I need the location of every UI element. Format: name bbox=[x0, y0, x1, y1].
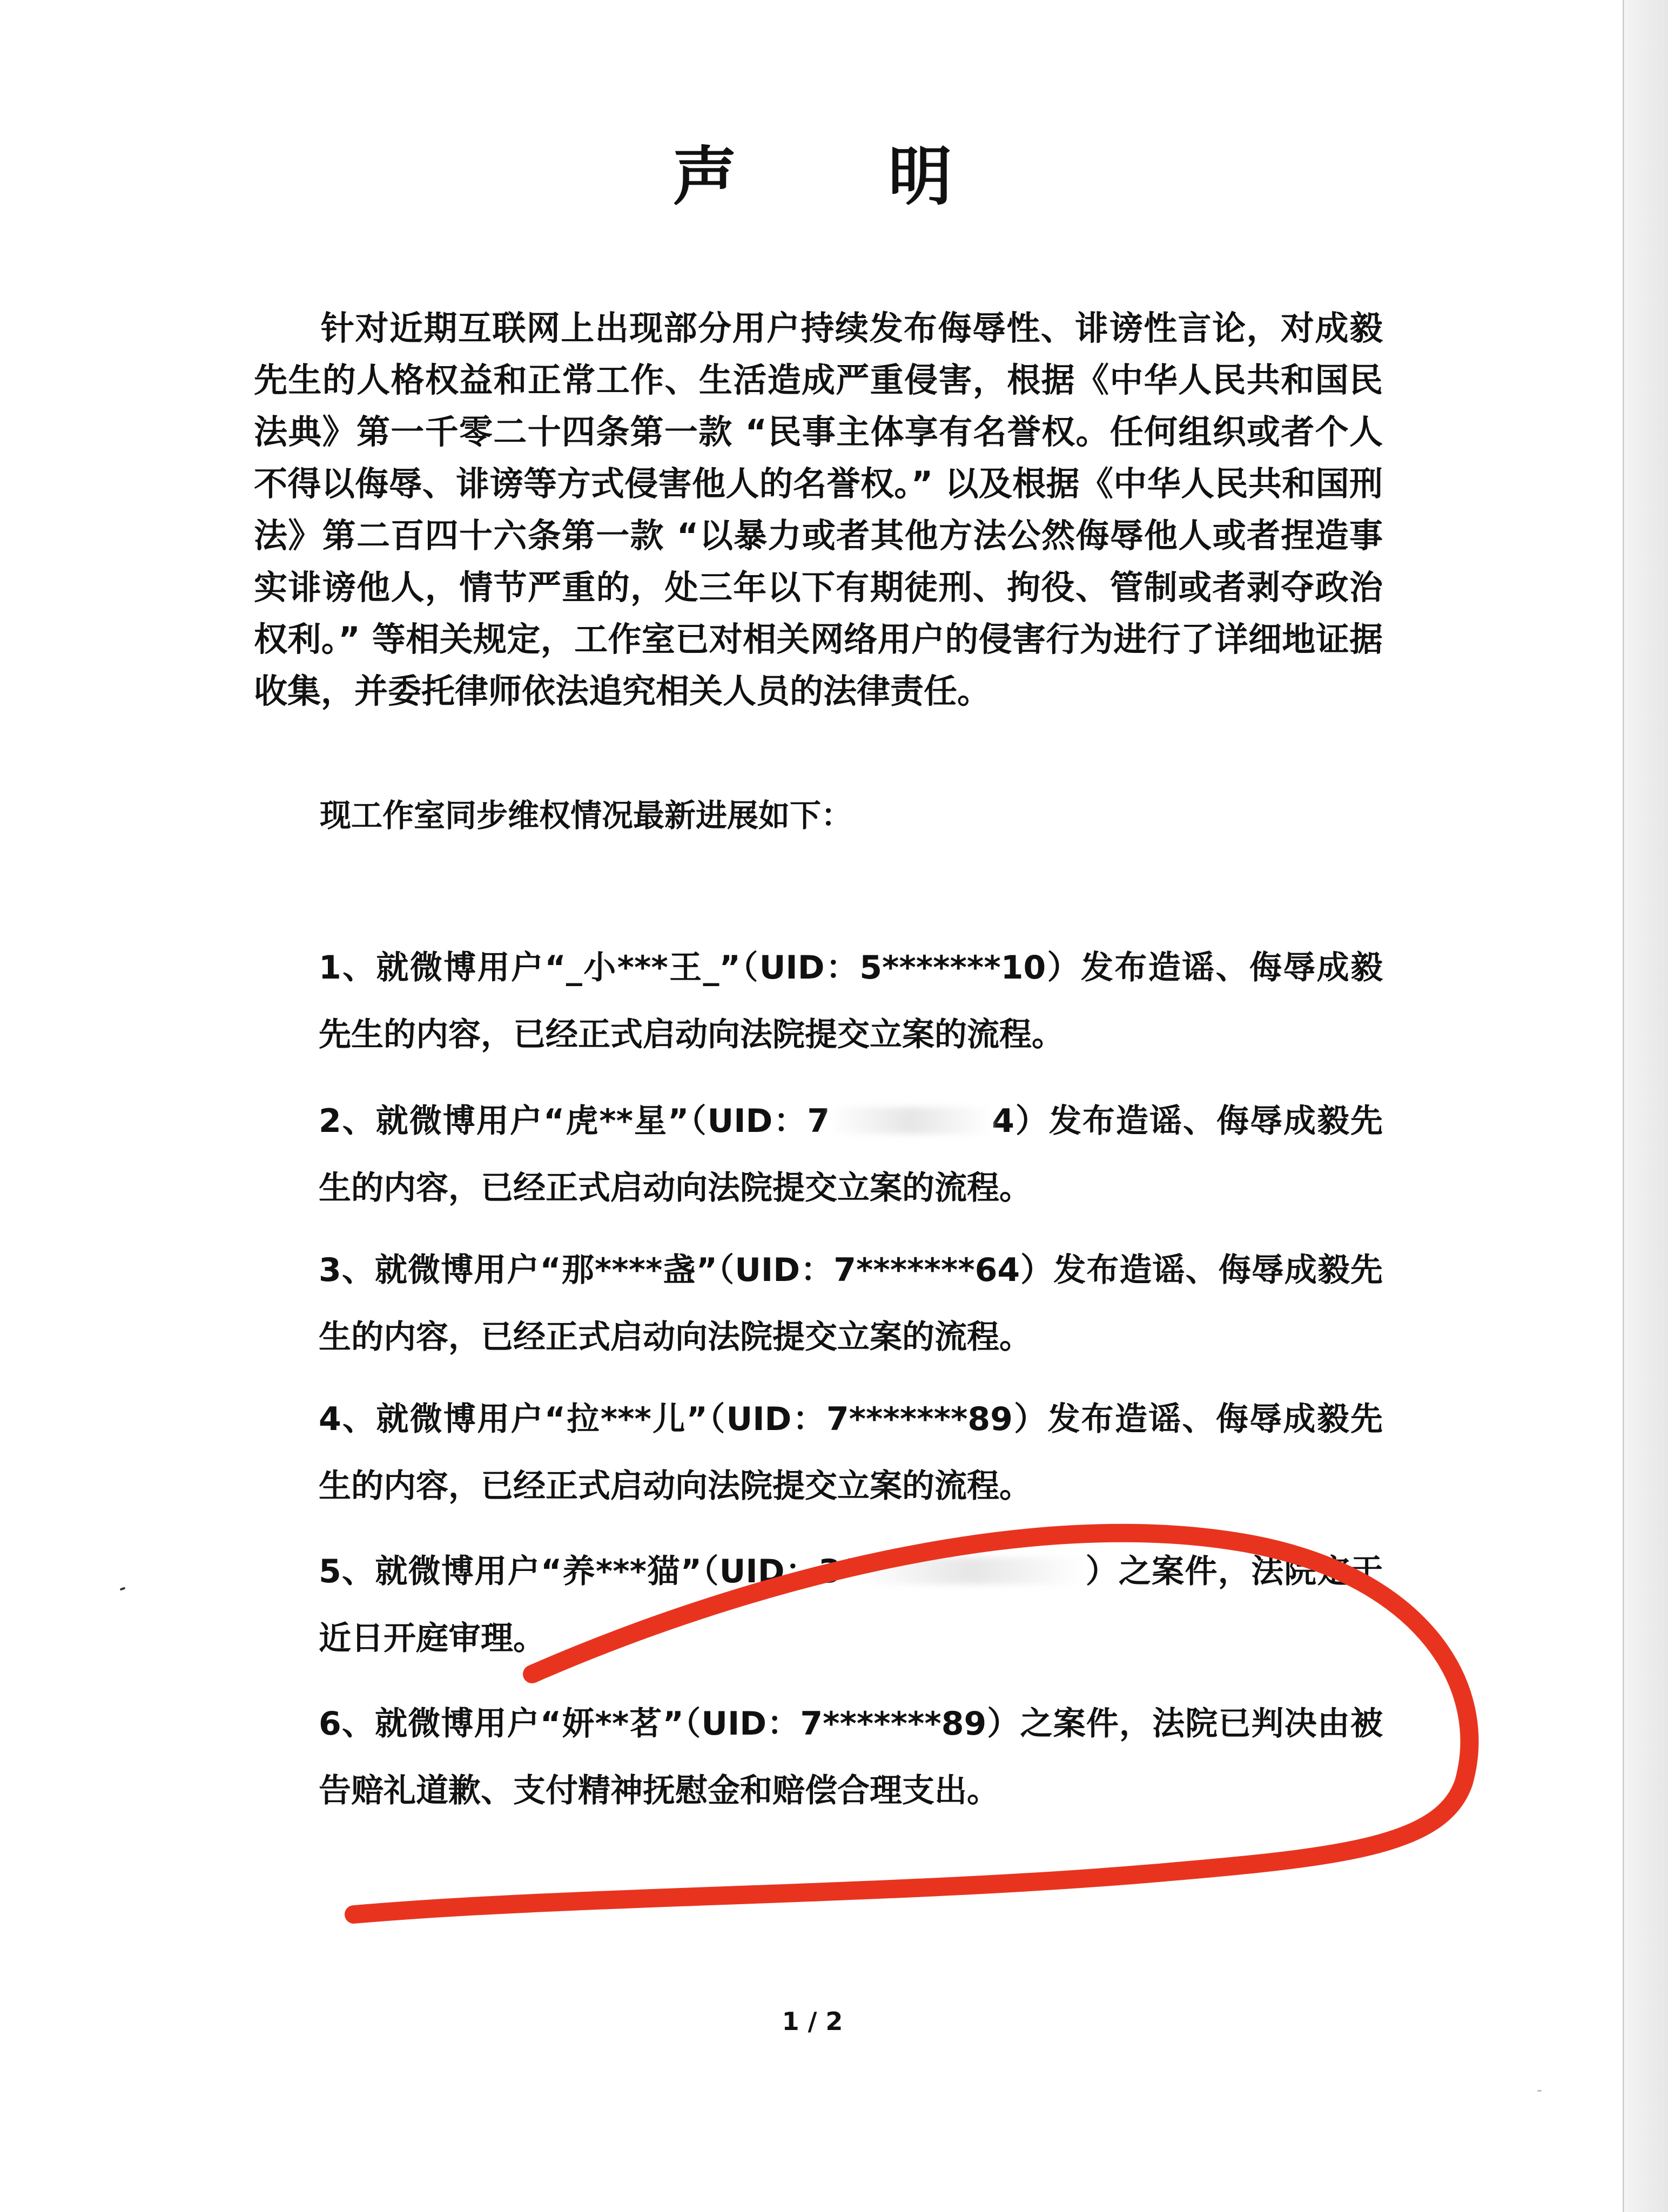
list-item bbox=[319, 1088, 1383, 1222]
intro-paragraph: 针对近期互联网上出现部分用户持续发布侮辱性、诽谤性言论，对成毅先生的人格权益和正常工作、生活造成严重侵害，根据《中华人民共和国民法典》第一千零二十四条第一款 “民事主体享有名誉权。任何组织或者个人不得以侮辱、诽谤等方式侵害他人的名誉权。” 以及根据《中华人民共和国刑法》第二百四十六条第一款 “以暴力或者其他方法公然侮辱他人或者捏造事实诽谤他人，情节严重的，处三年以下有期徒刑、拘役、管制或者剥夺政治权利。” 等相关规定，工作室已对相关网络用户的侵害行为进行了详细地证据收集，并委托律师依法追究相关人员的法律责任。 bbox=[254, 308, 1383, 711]
scan-speck bbox=[1537, 2090, 1542, 2092]
list-item: 3、就微博用户“那****盏”（UID：7*******64）发布造谣、侮辱成毅先生的内容，已经正式启动向法院提交立案的流程。 bbox=[319, 1251, 1383, 1356]
redaction-blur bbox=[830, 1107, 992, 1134]
page-title: 声 明 bbox=[672, 139, 1017, 214]
list-item bbox=[319, 1538, 1383, 1672]
list-item-text-before-redaction: 5、就微博用户“养***猫”（UID：3* bbox=[319, 1553, 858, 1590]
list-item: 1、就微博用户“_小***王_”（UID：5*******10）发布造谣、侮辱成毅先生的内容，已经正式启动向法院提交立案的流程。 bbox=[319, 949, 1383, 1054]
scan-speck bbox=[120, 1587, 126, 1590]
scan-page-edge-line bbox=[1623, 0, 1624, 2212]
progress-lead-text: 现工作室同步维权情况最新进展如下： bbox=[320, 797, 853, 834]
redaction-blur bbox=[858, 1557, 1085, 1584]
list-item: 4、就微博用户“拉***儿”（UID：7*******89）发布造谣、侮辱成毅先生的内容，已经正式启动向法院提交立案的流程。 bbox=[319, 1400, 1383, 1505]
scan-page-edge bbox=[1625, 0, 1668, 2212]
page-number: 1 / 2 bbox=[782, 2007, 843, 2036]
list-item: 6、就微博用户“妍**茗”（UID：7*******89）之案件，法院已判决由被告赔礼道歉、支付精神抚慰金和赔偿合理支出。 bbox=[319, 1705, 1383, 1810]
list-item-text-before-redaction: 2、就微博用户“虎**星”（UID：7 bbox=[319, 1102, 830, 1140]
list-item-text-after-redaction: 4）发布造谣、侮辱成毅先生的内容，已经正式启动向法院提交立案的流程。 bbox=[319, 1102, 1383, 1207]
list-item-text-after-redaction: ）之案件，法院定于近日开庭审理。 bbox=[319, 1553, 1383, 1657]
